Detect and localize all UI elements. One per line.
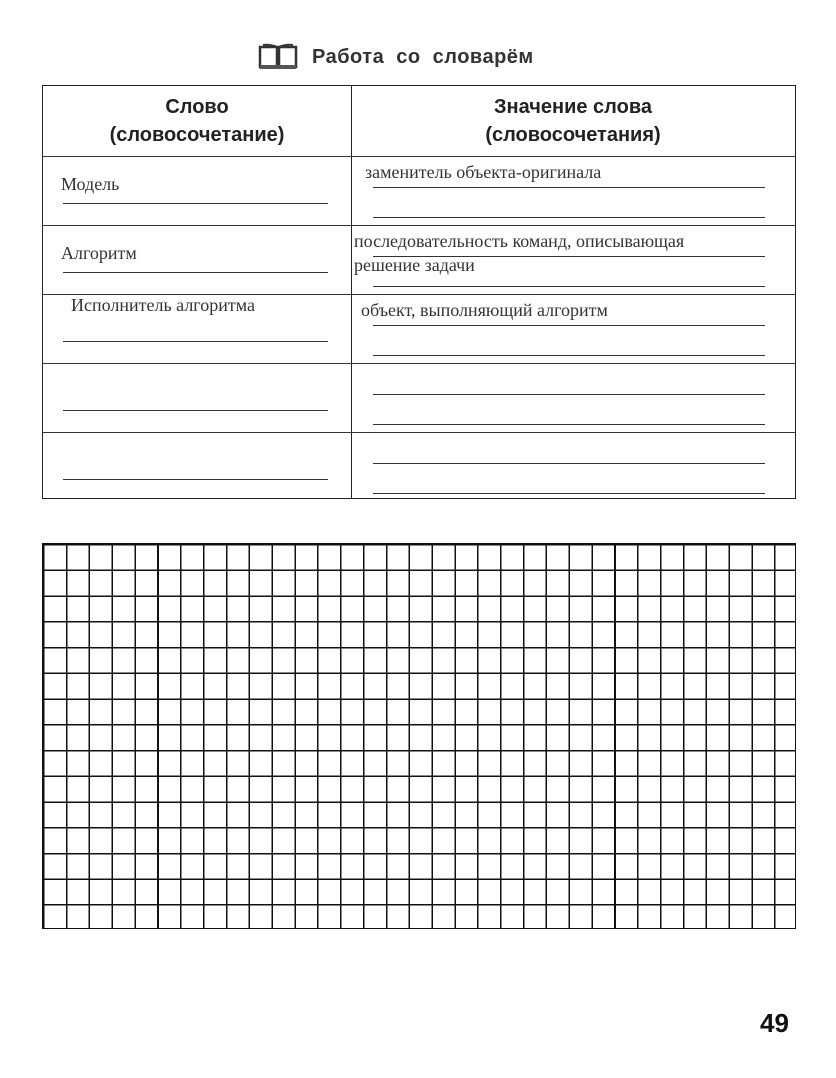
header-word-line2: (словосочетание) — [109, 124, 285, 146]
header-meaning-line2: (словосочетания) — [485, 124, 661, 146]
meaning-write-line[interactable] — [373, 286, 765, 287]
row-divider — [43, 156, 795, 157]
header-word-line1: Слово — [165, 96, 229, 118]
word-text: Модель — [61, 174, 120, 194]
meaning-write-line[interactable] — [373, 187, 765, 188]
section-title — [258, 40, 534, 74]
book-icon — [258, 43, 298, 71]
word-write-line[interactable] — [63, 272, 328, 273]
meaning-write-line[interactable] — [373, 325, 765, 326]
meaning-write-line[interactable] — [373, 493, 765, 494]
meaning-text-line1: последовательность команд, описывающая — [354, 231, 685, 251]
meaning-text-line1: объект, выполняющий алгоритм — [361, 300, 608, 320]
meaning-text-line2: решение задачи — [354, 255, 475, 275]
section-title-text: Работа со словарём — [312, 45, 534, 68]
squared-grid — [42, 543, 796, 929]
word-write-line[interactable] — [63, 410, 328, 411]
row-divider — [43, 432, 795, 433]
meaning-write-line[interactable] — [373, 217, 765, 218]
header-meaning-line1: Значение слова — [494, 96, 652, 118]
word-text: Алгоритм — [61, 243, 137, 263]
meaning-write-line[interactable] — [373, 394, 765, 395]
word-write-line[interactable] — [63, 341, 328, 342]
word-write-line[interactable] — [63, 479, 328, 480]
meaning-text-line1: заменитель объекта-оригинала — [365, 162, 602, 182]
meaning-write-line[interactable] — [373, 355, 765, 356]
meaning-write-line[interactable] — [373, 424, 765, 425]
meaning-write-line[interactable] — [373, 463, 765, 464]
dictionary-table — [42, 85, 796, 499]
word-write-line[interactable] — [63, 203, 328, 204]
word-text: Исполнитель алгоритма — [71, 295, 255, 315]
header-meaning — [351, 86, 795, 156]
row-divider — [43, 363, 795, 364]
row-divider — [43, 225, 795, 226]
page-number: 49 — [760, 1008, 789, 1038]
header-word — [43, 86, 351, 156]
